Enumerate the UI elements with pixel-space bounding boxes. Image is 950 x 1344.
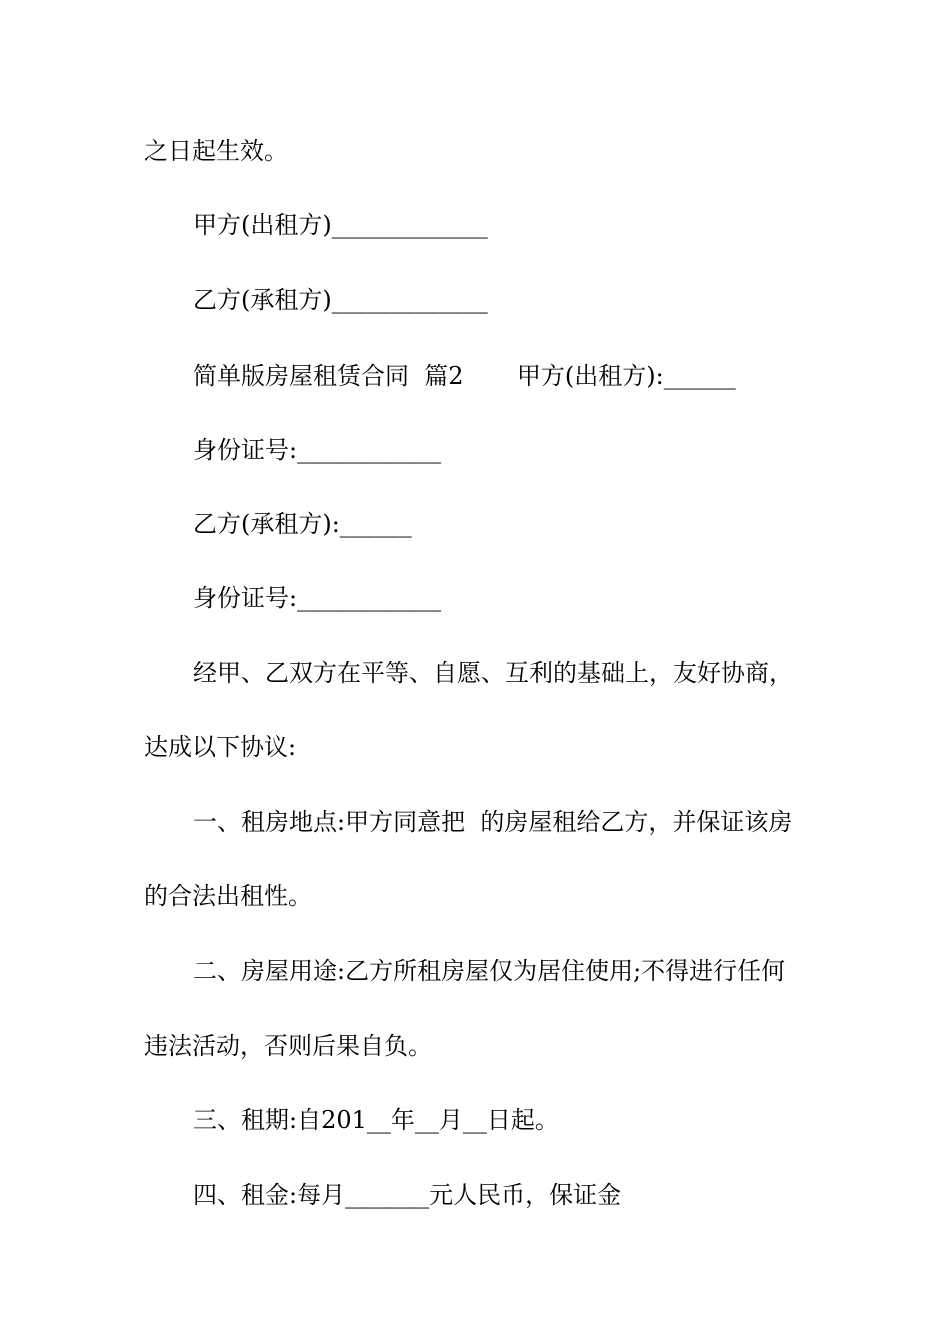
text-line: 一、租房地点:甲方同意把 的房屋租给乙方，并保证该房 — [193, 808, 793, 836]
text-line: 简单版房屋租赁合同 篇2 甲方(出租方):______ — [193, 362, 736, 390]
text-line: 身份证号:____________ — [193, 584, 442, 612]
text-line: 达成以下协议: — [144, 733, 297, 761]
text-line: 二、房屋用途:乙方所租房屋仅为居住使用;不得进行任何 — [193, 957, 786, 985]
text-line: 之日起生效。 — [144, 137, 288, 165]
text-line: 四、租金:每月_______元人民币，保证金 — [193, 1181, 622, 1209]
text-line: 三、租期:自201__年__月__日起。 — [193, 1106, 559, 1134]
text-line: 的合法出租性。 — [144, 882, 312, 910]
text-line: 甲方(出租方)_____________ — [193, 211, 488, 239]
text-line: 乙方(承租方)_____________ — [193, 286, 488, 314]
text-line: 违法活动，否则后果自负。 — [144, 1032, 432, 1060]
text-line: 身份证号:____________ — [193, 436, 442, 464]
text-line: 乙方(承租方):______ — [193, 510, 412, 538]
text-line: 经甲、乙双方在平等、自愿、互利的基础上，友好协商， — [193, 659, 793, 687]
